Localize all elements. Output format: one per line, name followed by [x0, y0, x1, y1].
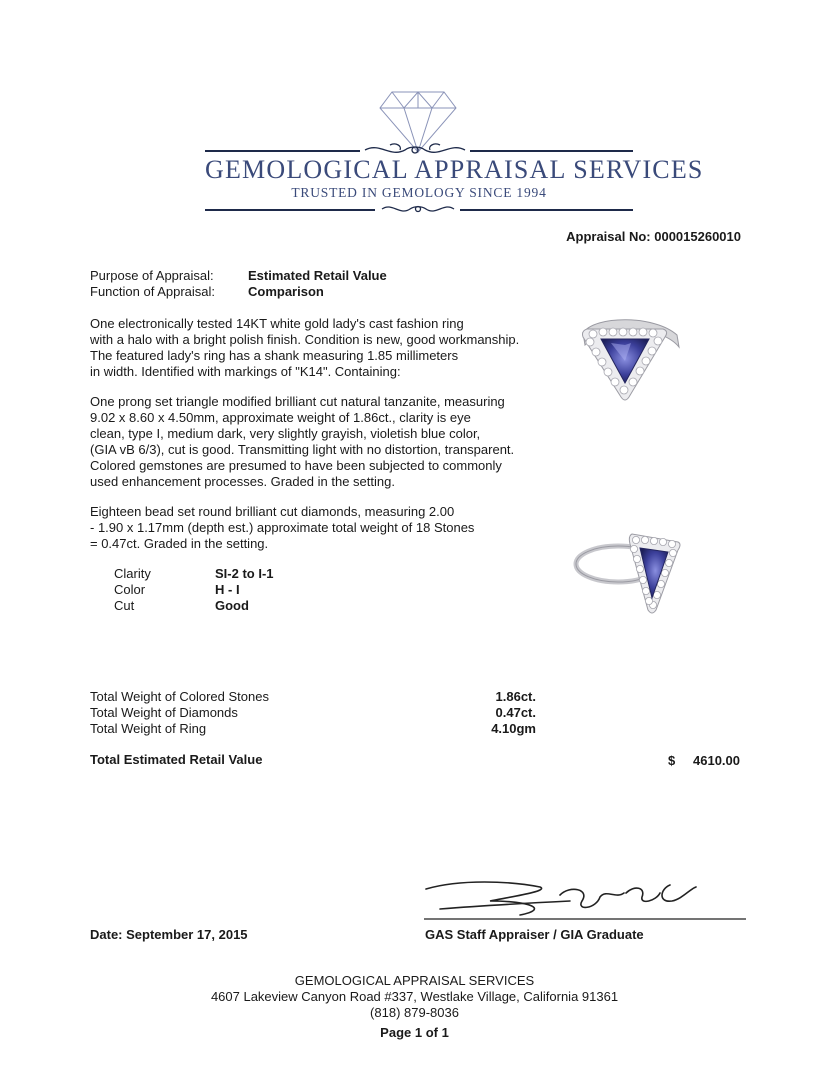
description-paragraph-2: One prong set triangle modified brilliant cut natural tanzanite, measuring 9.02 x 8.60 x 4.50mm, approximate weight of 1.86ct., clarity is eye clean, type I, medium dark, very slightly grayish, violetish blue color, (GIA vB 6/3), cut is good. Transmitting light with no distortion, transparent. Colored gemstones are presumed to have been subjected to commonly used enhancement processes. Graded in the setting. — [90, 394, 515, 489]
retail-value: 4610.00 — [693, 753, 740, 768]
total-diamonds-label: Total Weight of Diamonds — [90, 705, 238, 720]
footer-company: GEMOLOGICAL APPRAISAL SERVICES — [294, 973, 535, 988]
header-rule-left-top — [205, 150, 360, 152]
grade-clarity-label: Clarity — [114, 566, 151, 581]
header-rule-left-bottom — [205, 209, 375, 211]
retail-value-label: Total Estimated Retail Value — [90, 752, 263, 767]
description-paragraph-1: One electronically tested 14KT white gold lady's cast fashion ring with a halo with a bright polish finish. Condition is new, good workmanship. The featured lady's ring has a shank measuring 1.85 millimeters in width. Identified with markings of "K14". Containing: — [90, 316, 520, 379]
function-label: Function of Appraisal: — [90, 284, 216, 299]
header-rule-right-bottom — [460, 209, 633, 211]
flourish-ornament-bottom — [378, 200, 458, 218]
ring-photo-front — [565, 305, 685, 410]
purpose-value: Estimated Retail Value — [248, 268, 387, 283]
grade-color-label: Color — [114, 582, 146, 597]
grade-cut-value: Good — [215, 598, 249, 613]
ring-photo-side — [572, 520, 684, 620]
company-tagline: TRUSTED IN GEMOLOGY SINCE 1994 — [291, 185, 547, 200]
grade-clarity-value: SI-2 to I-1 — [215, 566, 274, 581]
total-ring-weight-label: Total Weight of Ring — [90, 721, 207, 736]
function-value: Comparison — [248, 284, 324, 299]
page-number: Page 1 of 1 — [380, 1025, 449, 1040]
company-name: GEMOLOGICAL APPRAISAL SERVICES — [205, 155, 704, 184]
appraiser-title: GAS Staff Appraiser / GIA Graduate — [425, 927, 644, 942]
footer-address: 4607 Lakeview Canyon Road #337, Westlake Village, California 91361 — [210, 989, 619, 1004]
grade-color-value: H - I — [215, 582, 240, 597]
retail-currency: $ — [668, 753, 676, 768]
header-rule-right-top — [470, 150, 633, 152]
description-paragraph-3: Eighteen bead set round brilliant cut diamonds, measuring 2.00 - 1.90 x 1.17mm (depth est.) approximate total weight of 18 Stones = 0.47ct. Graded in the setting. — [90, 504, 475, 551]
appraisal-date: Date: September 17, 2015 — [90, 927, 248, 942]
total-ring-weight-value: 4.10gm — [491, 721, 536, 736]
total-colored-stones-label: Total Weight of Colored Stones — [90, 689, 269, 704]
purpose-label: Purpose of Appraisal: — [90, 268, 214, 283]
appraisal-number: Appraisal No: 000015260010 — [566, 229, 741, 244]
total-diamonds-value: 0.47ct. — [495, 705, 536, 720]
footer-phone: (818) 879-8036 — [370, 1005, 459, 1020]
total-colored-stones-value: 1.86ct. — [495, 689, 536, 704]
grade-cut-label: Cut — [114, 598, 135, 613]
appraiser-signature — [420, 875, 750, 925]
